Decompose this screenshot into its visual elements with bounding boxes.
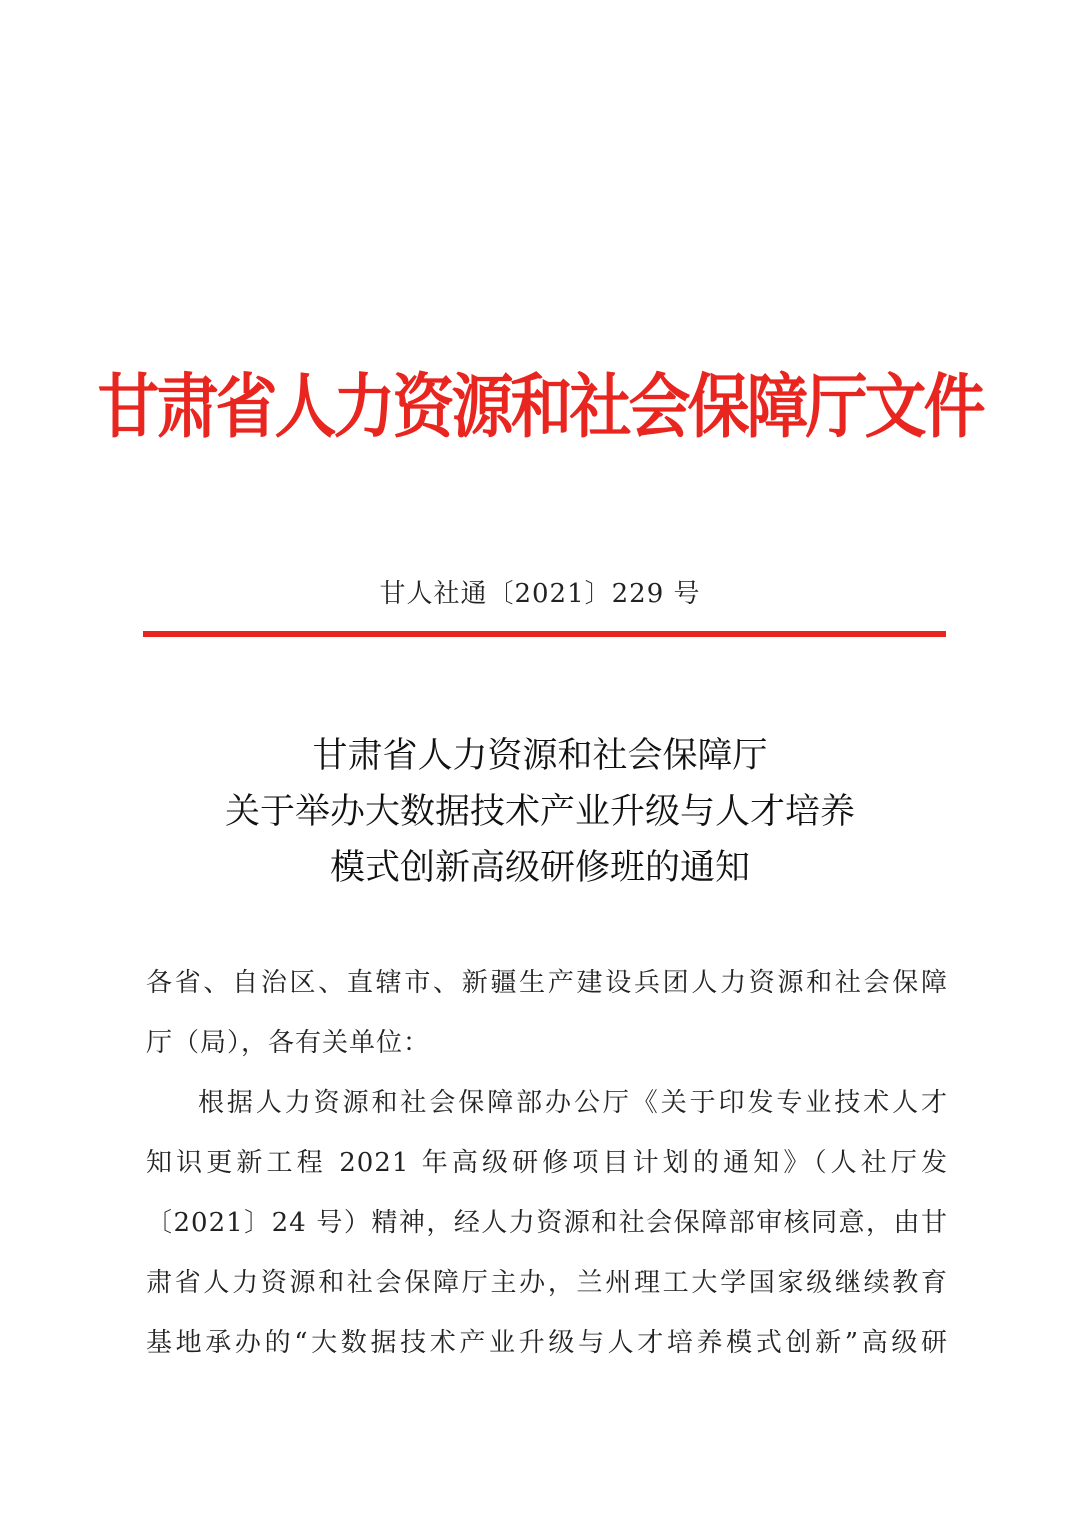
body-line-2: 厅（局），各有关单位：	[146, 1028, 431, 1058]
body-line-5: 〔2021〕24 号）精神，经人力资源和社会保障部审核同意，由甘	[146, 1208, 948, 1238]
body-line-3: 根据人力资源和社会保障部办公厅《关于印发专业技术人才	[198, 1088, 948, 1118]
body-line-4: 知识更新工程 2021 年高级研修项目计划的通知》（人社厅发	[146, 1148, 948, 1178]
notice-title-line-2: 关于举办大数据技术产业升级与人才培养	[224, 792, 855, 832]
notice-title	[0, 728, 1080, 896]
document-number: 甘人社通〔2021〕229 号	[379, 579, 701, 609]
body-line-1: 各省、自治区、直辖市、新疆生产建设兵团人力资源和社会保障	[146, 968, 948, 998]
body-line-7: 基地承办的“大数据技术产业升级与人才培养模式创新”高级研	[146, 1328, 948, 1358]
red-divider-rule	[143, 631, 946, 637]
notice-title-line-1: 甘肃省人力资源和社会保障厅	[312, 736, 768, 776]
notice-body	[146, 953, 948, 1373]
notice-title-line-3: 模式创新高级研修班的通知	[329, 848, 750, 888]
masthead-title: 甘肃省人力资源和社会保障厅文件	[97, 365, 983, 448]
body-line-6: 肃省人力资源和社会保障厅主办，兰州理工大学国家级继续教育	[146, 1268, 948, 1298]
